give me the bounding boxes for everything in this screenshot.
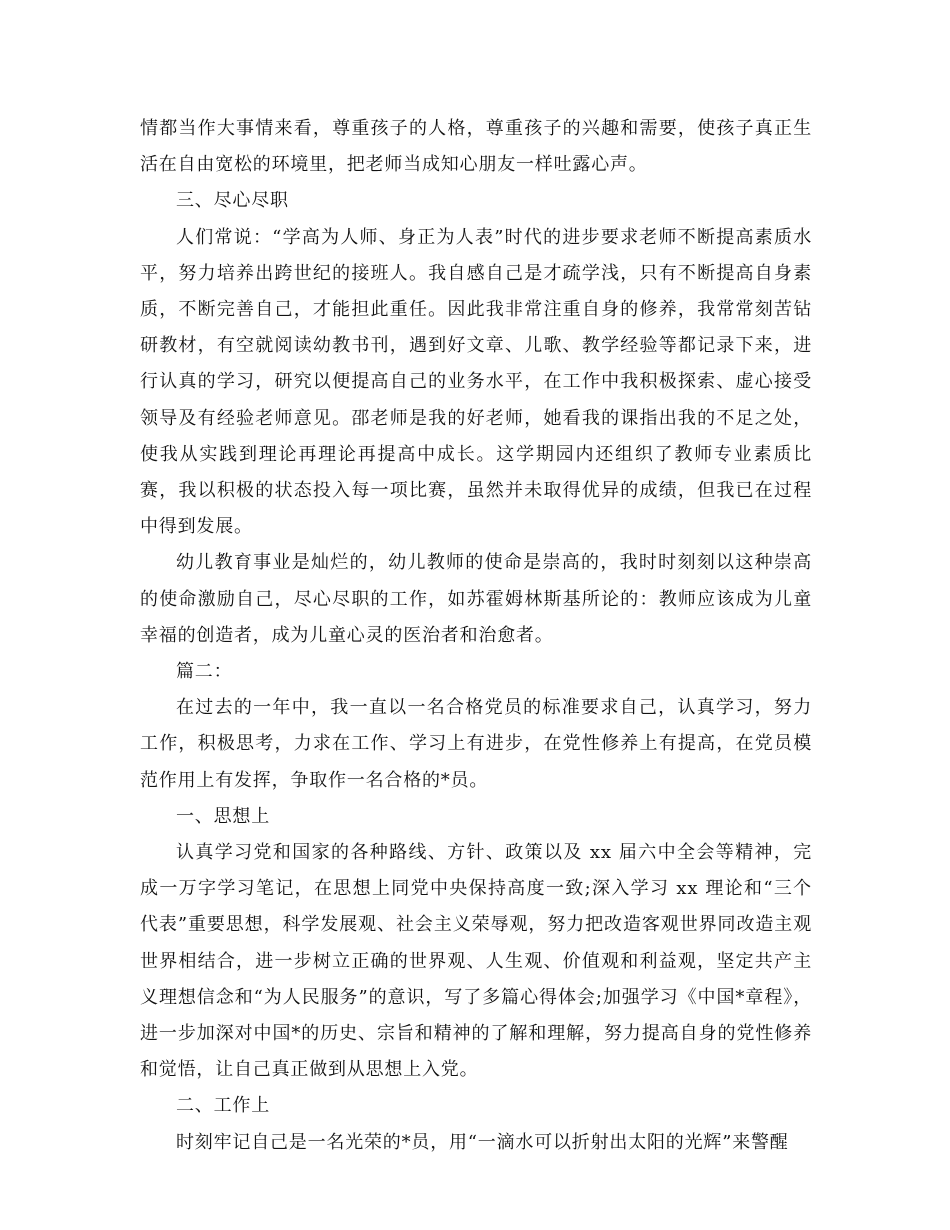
section-heading-2: 二、工作上 [176, 1095, 270, 1117]
continuation-paragraph: 情都当作大事情来看，尊重孩子的人格，尊重孩子的兴趣和需要，使孩子真正生活在自由宽松的环境里，把老师当成知心朋友一样吐露心声。 [140, 118, 812, 176]
body-paragraph: 在过去的一年中，我一直以一名合格党员的标准要求自己，认真学习，努力工作，积极思考，力求在工作、学习上有进步，在党性修养上有提高，在党员模范作用上有发挥，争取作一名合格的*员。 [140, 697, 812, 791]
document-body [140, 111, 812, 1161]
section-heading-3: 三、尽心尽职 [176, 190, 289, 212]
body-paragraph: 时刻牢记自己是一名光荣的*员，用“一滴水可以折射出太阳的光辉”来警醒 [176, 1131, 789, 1153]
body-paragraph: 认真学习党和国家的各种路线、方针、政策以及 xx 届六中全会等精神，完成一万字学习笔记，在思想上同党中央保持高度一致;深入学习 xx 理论和“三个代表”重要思想，科学发展观、社会主义荣辱观，努力把改造客观世界同改造主观世界相结合，进一步树立正确的世界观、人生观、价值观和利益观，坚定共产主义理想信念和“为人民服务”的意识，写了多篇心得体会;加强学习《中国*章程》，进一步加深对中国*的历史、宗旨和精神的了解和理解，努力提高自身的党性修养和觉悟，让自己真正做到从思想上入党。 [140, 842, 812, 1081]
article-heading-part-2: 篇二： [176, 661, 233, 683]
body-paragraph: 幼儿教育事业是灿烂的，幼儿教师的使命是崇高的，我时时刻刻以这种崇高的使命激励自己，尽心尽职的工作，如苏霍姆林斯基所论的：教师应该成为儿童幸福的创造者，成为儿童心灵的医治者和治愈者。 [140, 552, 812, 646]
section-heading-1: 一、思想上 [176, 805, 270, 827]
body-paragraph: 人们常说：“学高为人师、身正为人表”时代的进步要求老师不断提高素质水平，努力培养出跨世纪的接班人。我自感自己是才疏学浅，只有不断提高自身素质，不断完善自己，才能担此重任。因此我非常注重自身的修养，我常常刻苦钻研教材，有空就阅读幼教书刊，遇到好文章、儿歌、教学经验等都记录下来，进行认真的学习，研究以便提高自己的业务水平，在工作中我积极探索、虚心接受领导及有经验老师意见。邵老师是我的好老师，她看我的课指出我的不足之处，使我从实践到理论再理论再提高中成长。这学期园内还组织了教师专业素质比赛，我以积极的状态投入每一项比赛，虽然并未取得优异的成绩，但我已在过程中得到发展。 [140, 226, 812, 538]
